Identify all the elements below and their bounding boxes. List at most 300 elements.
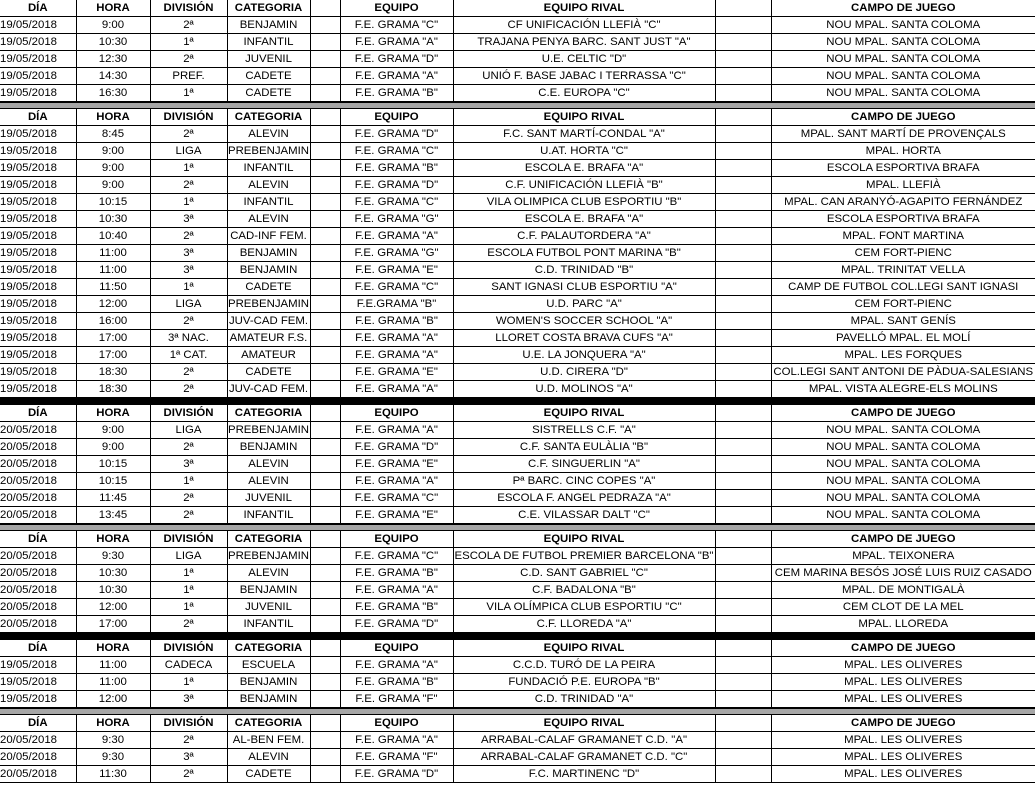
cell-equipo-rival: U.D. MOLINOS "A" [453,381,715,398]
cell-dia: 19/05/2018 [0,194,76,211]
cell-blank-a [310,490,340,507]
cell-blank-a [310,766,340,783]
cell-campo-de-juego: MPAL. LES OLIVERES [771,657,1035,674]
cell-campo-de-juego: COL.LEGI SANT ANTONI DE PÀDUA-SALESIANS [771,364,1035,381]
cell-blank-a [310,177,340,194]
cell-equipo-rival: CF UNIFICACIÓN LLEFIÀ "C" [453,17,715,34]
cell-categoria: AMATEUR [227,347,310,364]
cell-equipo-rival: ESCOLA FUTBOL PONT MARINA "B" [453,245,715,262]
cell-categoria: CADETE [227,766,310,783]
cell-blank-a [310,674,340,691]
cell-hora: 18:30 [76,381,150,398]
cell-hora: 9:30 [76,548,150,565]
cell-division: 2ª [150,616,227,633]
cell-division: PREF. [150,68,227,85]
header-dia: DÍA [0,531,76,548]
cell-equipo: F.E. GRAMA "E" [340,507,453,524]
cell-equipo: F.E. GRAMA "B" [340,674,453,691]
cell-hora: 9:00 [76,160,150,177]
cell-campo-de-juego: MPAL. LLOREDA [771,616,1035,633]
header-division: DIVISIÓN [150,405,227,422]
cell-dia: 19/05/2018 [0,143,76,160]
cell-dia: 19/05/2018 [0,85,76,102]
cell-hora: 13:45 [76,507,150,524]
cell-equipo: F.E. GRAMA "A" [340,582,453,599]
cell-equipo: F.E. GRAMA "B" [340,160,453,177]
cell-categoria: INFANTIL [227,34,310,51]
cell-equipo: F.E. GRAMA "C" [340,194,453,211]
cell-equipo-rival: SISTRELLS C.F. "A" [453,422,715,439]
cell-categoria: BENJAMIN [227,262,310,279]
cell-blank-b [715,194,771,211]
cell-categoria: INFANTIL [227,507,310,524]
cell-dia: 19/05/2018 [0,347,76,364]
cell-categoria: CADETE [227,364,310,381]
cell-equipo: F.E. GRAMA "B" [340,313,453,330]
cell-blank-a [310,85,340,102]
header-equipo: EQUIPO [340,0,453,17]
cell-blank-b [715,565,771,582]
table-row [0,749,1035,766]
header-hora: HORA [76,531,150,548]
header-categoria: CATEGORIA [227,109,310,126]
header-categoria: CATEGORIA [227,640,310,657]
cell-hora: 10:15 [76,456,150,473]
cell-campo-de-juego: MPAL. CAN ARANYÓ-AGAPITO FERNÁNDEZ [771,194,1035,211]
cell-equipo: F.E. GRAMA "F" [340,691,453,708]
schedule-block [0,531,1035,633]
cell-campo-de-juego: MPAL. DE MONTIGALÀ [771,582,1035,599]
header-equipo-rival: EQUIPO RIVAL [453,640,715,657]
cell-dia: 20/05/2018 [0,439,76,456]
cell-hora: 11:45 [76,490,150,507]
table-row [0,657,1035,674]
table-row [0,674,1035,691]
cell-equipo: F.E. GRAMA "G" [340,211,453,228]
cell-equipo: F.E. GRAMA "D" [340,51,453,68]
cell-campo-de-juego: MPAL. LES OLIVERES [771,766,1035,783]
cell-blank-b [715,126,771,143]
header-hora: HORA [76,640,150,657]
cell-categoria: BENJAMIN [227,17,310,34]
table-row [0,507,1035,524]
table-row [0,68,1035,85]
cell-equipo-rival: UNIÓ F. BASE JABAC I TERRASSA "C" [453,68,715,85]
cell-blank-a [310,582,340,599]
cell-division: 3ª [150,749,227,766]
cell-blank-b [715,279,771,296]
cell-equipo-rival: LLORET COSTA BRAVA CUFS "A" [453,330,715,347]
cell-division: LIGA [150,296,227,313]
cell-categoria: BENJAMIN [227,439,310,456]
cell-campo-de-juego: NOU MPAL. SANTA COLOMA [771,68,1035,85]
block-separator [0,102,1035,109]
cell-division: 2ª [150,490,227,507]
cell-equipo: F.E. GRAMA "A" [340,657,453,674]
cell-hora: 9:30 [76,749,150,766]
cell-equipo-rival: ARRABAL-CALAF GRAMANET C.D. "A" [453,732,715,749]
table-row [0,85,1035,102]
cell-blank-a [310,211,340,228]
table-row [0,456,1035,473]
cell-equipo: F.E. GRAMA "C" [340,548,453,565]
cell-equipo: F.E. GRAMA "D" [340,766,453,783]
cell-dia: 19/05/2018 [0,296,76,313]
cell-division: 2ª [150,126,227,143]
cell-campo-de-juego: ESCOLA ESPORTIVA BRAFA [771,211,1035,228]
cell-division: 1ª [150,674,227,691]
cell-blank-a [310,313,340,330]
cell-dia: 19/05/2018 [0,177,76,194]
cell-categoria: BENJAMIN [227,582,310,599]
cell-categoria: AL-BEN FEM. [227,732,310,749]
cell-categoria: CADETE [227,279,310,296]
header-hora: HORA [76,405,150,422]
cell-blank-a [310,565,340,582]
cell-campo-de-juego: CEM FORT-PIENC [771,245,1035,262]
cell-equipo-rival: VILA OLÍMPICA CLUB ESPORTIU "C" [453,599,715,616]
cell-blank-b [715,422,771,439]
cell-dia: 19/05/2018 [0,160,76,177]
cell-blank-b [715,616,771,633]
table-row [0,194,1035,211]
cell-hora: 16:00 [76,313,150,330]
header-division: DIVISIÓN [150,0,227,17]
schedule-block [0,0,1035,102]
cell-hora: 10:30 [76,582,150,599]
cell-equipo-rival: Pª BARC. CINC COPES "A" [453,473,715,490]
header-campo-de-juego: CAMPO DE JUEGO [771,531,1035,548]
cell-dia: 20/05/2018 [0,473,76,490]
cell-division: 3ª NAC. [150,330,227,347]
cell-categoria: PREBENJAMIN [227,548,310,565]
header-equipo: EQUIPO [340,531,453,548]
cell-blank-b [715,68,771,85]
cell-categoria: ALEVIN [227,126,310,143]
cell-division: 2ª [150,364,227,381]
cell-dia: 20/05/2018 [0,422,76,439]
cell-equipo: F.E. GRAMA "D" [340,439,453,456]
cell-equipo: F.E. GRAMA "A" [340,228,453,245]
schedule-block [0,640,1035,708]
cell-blank-b [715,17,771,34]
table-row [0,177,1035,194]
table-row [0,17,1035,34]
cell-hora: 11:00 [76,674,150,691]
cell-equipo: F.E. GRAMA "F" [340,749,453,766]
cell-campo-de-juego: NOU MPAL. SANTA COLOMA [771,490,1035,507]
cell-division: 2ª [150,381,227,398]
header-equipo: EQUIPO [340,640,453,657]
cell-division: 2ª [150,177,227,194]
cell-equipo-rival: ESCOLA DE FUTBOL PREMIER BARCELONA "B" [453,548,715,565]
cell-equipo-rival: C.E. VILASSAR DALT "C" [453,507,715,524]
cell-blank-a [310,279,340,296]
cell-division: 1ª [150,194,227,211]
cell-blank-b [715,456,771,473]
cell-blank-b [715,143,771,160]
table-row [0,490,1035,507]
cell-equipo: F.E. GRAMA "C" [340,490,453,507]
cell-dia: 19/05/2018 [0,17,76,34]
cell-dia: 19/05/2018 [0,364,76,381]
cell-division: 2ª [150,732,227,749]
cell-dia: 19/05/2018 [0,313,76,330]
header-blank-b [715,640,771,657]
header-equipo-rival: EQUIPO RIVAL [453,0,715,17]
header-campo-de-juego: CAMPO DE JUEGO [771,715,1035,732]
cell-dia: 19/05/2018 [0,211,76,228]
cell-categoria: ALEVIN [227,473,310,490]
cell-blank-a [310,194,340,211]
cell-blank-a [310,126,340,143]
cell-hora: 9:00 [76,17,150,34]
header-division: DIVISIÓN [150,531,227,548]
cell-categoria: ALEVIN [227,456,310,473]
cell-blank-b [715,749,771,766]
cell-categoria: ALEVIN [227,749,310,766]
cell-hora: 9:00 [76,439,150,456]
cell-categoria: JUVENIL [227,490,310,507]
header-row [0,640,1035,657]
cell-blank-b [715,691,771,708]
header-blank-a [310,405,340,422]
cell-hora: 17:00 [76,616,150,633]
cell-blank-a [310,439,340,456]
cell-equipo: F.E. GRAMA "E" [340,456,453,473]
cell-hora: 12:00 [76,296,150,313]
cell-division: 1ª [150,599,227,616]
cell-blank-a [310,68,340,85]
table-row [0,381,1035,398]
header-row [0,531,1035,548]
header-blank-a [310,715,340,732]
cell-blank-b [715,364,771,381]
cell-categoria: INFANTIL [227,160,310,177]
cell-dia: 19/05/2018 [0,245,76,262]
cell-blank-b [715,473,771,490]
header-blank-b [715,109,771,126]
header-dia: DÍA [0,640,76,657]
cell-categoria: JUVENIL [227,51,310,68]
cell-campo-de-juego: NOU MPAL. SANTA COLOMA [771,422,1035,439]
cell-blank-a [310,51,340,68]
cell-blank-a [310,657,340,674]
cell-dia: 20/05/2018 [0,548,76,565]
cell-division: 3ª [150,456,227,473]
cell-equipo: F.E. GRAMA "C" [340,143,453,160]
table-row [0,245,1035,262]
cell-campo-de-juego: MPAL. LES OLIVERES [771,691,1035,708]
cell-blank-b [715,330,771,347]
cell-division: 2ª [150,51,227,68]
table-row [0,143,1035,160]
cell-hora: 10:40 [76,228,150,245]
table-row [0,439,1035,456]
cell-campo-de-juego: NOU MPAL. SANTA COLOMA [771,456,1035,473]
cell-blank-b [715,732,771,749]
cell-campo-de-juego: MPAL. LES OLIVERES [771,749,1035,766]
cell-division: LIGA [150,422,227,439]
cell-categoria: ALEVIN [227,211,310,228]
cell-blank-a [310,330,340,347]
cell-equipo: F.E.GRAMA "B" [340,296,453,313]
cell-blank-b [715,177,771,194]
cell-hora: 9:00 [76,422,150,439]
cell-blank-b [715,674,771,691]
cell-blank-b [715,766,771,783]
cell-hora: 17:00 [76,330,150,347]
cell-equipo: F.E. GRAMA "C" [340,17,453,34]
cell-division: 1ª [150,85,227,102]
cell-blank-a [310,456,340,473]
cell-dia: 19/05/2018 [0,330,76,347]
cell-equipo: F.E. GRAMA "B" [340,599,453,616]
cell-equipo: F.E. GRAMA "A" [340,473,453,490]
table-row [0,582,1035,599]
cell-equipo: F.E. GRAMA "C" [340,279,453,296]
header-blank-b [715,405,771,422]
header-equipo-rival: EQUIPO RIVAL [453,109,715,126]
cell-blank-a [310,296,340,313]
cell-categoria: ESCUELA [227,657,310,674]
cell-categoria: ALEVIN [227,565,310,582]
schedule-block [0,109,1035,398]
cell-categoria: BENJAMIN [227,674,310,691]
cell-division: LIGA [150,548,227,565]
cell-categoria: PREBENJAMIN [227,422,310,439]
cell-division: 2ª [150,228,227,245]
header-hora: HORA [76,715,150,732]
cell-equipo-rival: C.F. BADALONA "B" [453,582,715,599]
cell-hora: 10:15 [76,473,150,490]
header-blank-a [310,531,340,548]
cell-campo-de-juego: CEM CLOT DE LA MEL [771,599,1035,616]
cell-campo-de-juego: ESCOLA ESPORTIVA BRAFA [771,160,1035,177]
cell-dia: 20/05/2018 [0,565,76,582]
cell-categoria: INFANTIL [227,616,310,633]
cell-equipo: F.E. GRAMA "A" [340,330,453,347]
cell-blank-a [310,616,340,633]
cell-blank-a [310,17,340,34]
cell-equipo-rival: U.D. CIRERA "D" [453,364,715,381]
cell-campo-de-juego: MPAL. LES FORQUES [771,347,1035,364]
cell-equipo: F.E. GRAMA "D" [340,177,453,194]
cell-equipo-rival: C.E. EUROPA "C" [453,85,715,102]
cell-equipo-rival: C.D. TRINIDAD "B" [453,262,715,279]
table-row [0,691,1035,708]
cell-campo-de-juego: NOU MPAL. SANTA COLOMA [771,85,1035,102]
cell-blank-b [715,582,771,599]
cell-campo-de-juego: CEM FORT-PIENC [771,296,1035,313]
cell-hora: 14:30 [76,68,150,85]
header-row [0,0,1035,17]
table-row [0,330,1035,347]
header-row [0,405,1035,422]
cell-equipo: F.E. GRAMA "G" [340,245,453,262]
header-blank-b [715,715,771,732]
cell-blank-a [310,599,340,616]
cell-division: 2ª [150,507,227,524]
table-row [0,473,1035,490]
cell-dia: 20/05/2018 [0,616,76,633]
cell-equipo-rival: C.F. SANTA EULÀLIA "B" [453,439,715,456]
cell-campo-de-juego: MPAL. LES OLIVERES [771,674,1035,691]
cell-campo-de-juego: MPAL. HORTA [771,143,1035,160]
table-row [0,364,1035,381]
cell-equipo-rival: C.D. SANT GABRIEL "C" [453,565,715,582]
table-row [0,347,1035,364]
table-row [0,599,1035,616]
cell-campo-de-juego: MPAL. SANT MARTÍ DE PROVENÇALS [771,126,1035,143]
cell-division: 3ª [150,245,227,262]
cell-blank-b [715,51,771,68]
cell-dia: 20/05/2018 [0,732,76,749]
cell-hora: 11:00 [76,262,150,279]
cell-hora: 11:00 [76,245,150,262]
cell-campo-de-juego: MPAL. VISTA ALEGRE-ELS MOLINS [771,381,1035,398]
cell-blank-b [715,211,771,228]
table-row [0,565,1035,582]
cell-blank-a [310,34,340,51]
cell-dia: 19/05/2018 [0,34,76,51]
cell-equipo-rival: C.F. SINGUERLIN "A" [453,456,715,473]
cell-equipo-rival: C.F. PALAUTORDERA "A" [453,228,715,245]
cell-blank-a [310,245,340,262]
cell-hora: 10:30 [76,565,150,582]
cell-equipo: F.E. GRAMA "A" [340,347,453,364]
cell-division: 3ª [150,211,227,228]
table-row [0,616,1035,633]
cell-campo-de-juego: NOU MPAL. SANTA COLOMA [771,473,1035,490]
cell-division: 1ª [150,565,227,582]
cell-hora: 11:30 [76,766,150,783]
cell-hora: 12:30 [76,51,150,68]
cell-blank-b [715,599,771,616]
cell-blank-b [715,657,771,674]
cell-equipo: F.E. GRAMA "D" [340,126,453,143]
cell-equipo-rival: C.C.D. TURÓ DE LA PEIRA [453,657,715,674]
cell-dia: 20/05/2018 [0,490,76,507]
header-row [0,715,1035,732]
cell-blank-a [310,228,340,245]
cell-dia: 19/05/2018 [0,381,76,398]
table-row [0,51,1035,68]
header-blank-b [715,531,771,548]
header-categoria: CATEGORIA [227,531,310,548]
cell-equipo: F.E. GRAMA "B" [340,85,453,102]
cell-campo-de-juego: CAMP DE FUTBOL COL.LEGI SANT IGNASI [771,279,1035,296]
cell-campo-de-juego: MPAL. LES OLIVERES [771,732,1035,749]
cell-blank-b [715,262,771,279]
header-equipo: EQUIPO [340,715,453,732]
cell-hora: 18:30 [76,364,150,381]
cell-blank-b [715,381,771,398]
cell-hora: 9:30 [76,732,150,749]
cell-equipo: F.E. GRAMA "A" [340,732,453,749]
cell-dia: 20/05/2018 [0,456,76,473]
block-separator [0,633,1035,640]
cell-equipo-rival: TRAJANA PENYA BARC. SANT JUST "A" [453,34,715,51]
cell-categoria: INFANTIL [227,194,310,211]
cell-dia: 19/05/2018 [0,126,76,143]
header-blank-a [310,0,340,17]
cell-blank-a [310,143,340,160]
cell-categoria: PREBENJAMIN [227,143,310,160]
cell-division: 1ª CAT. [150,347,227,364]
cell-dia: 19/05/2018 [0,279,76,296]
cell-division: 1ª [150,34,227,51]
